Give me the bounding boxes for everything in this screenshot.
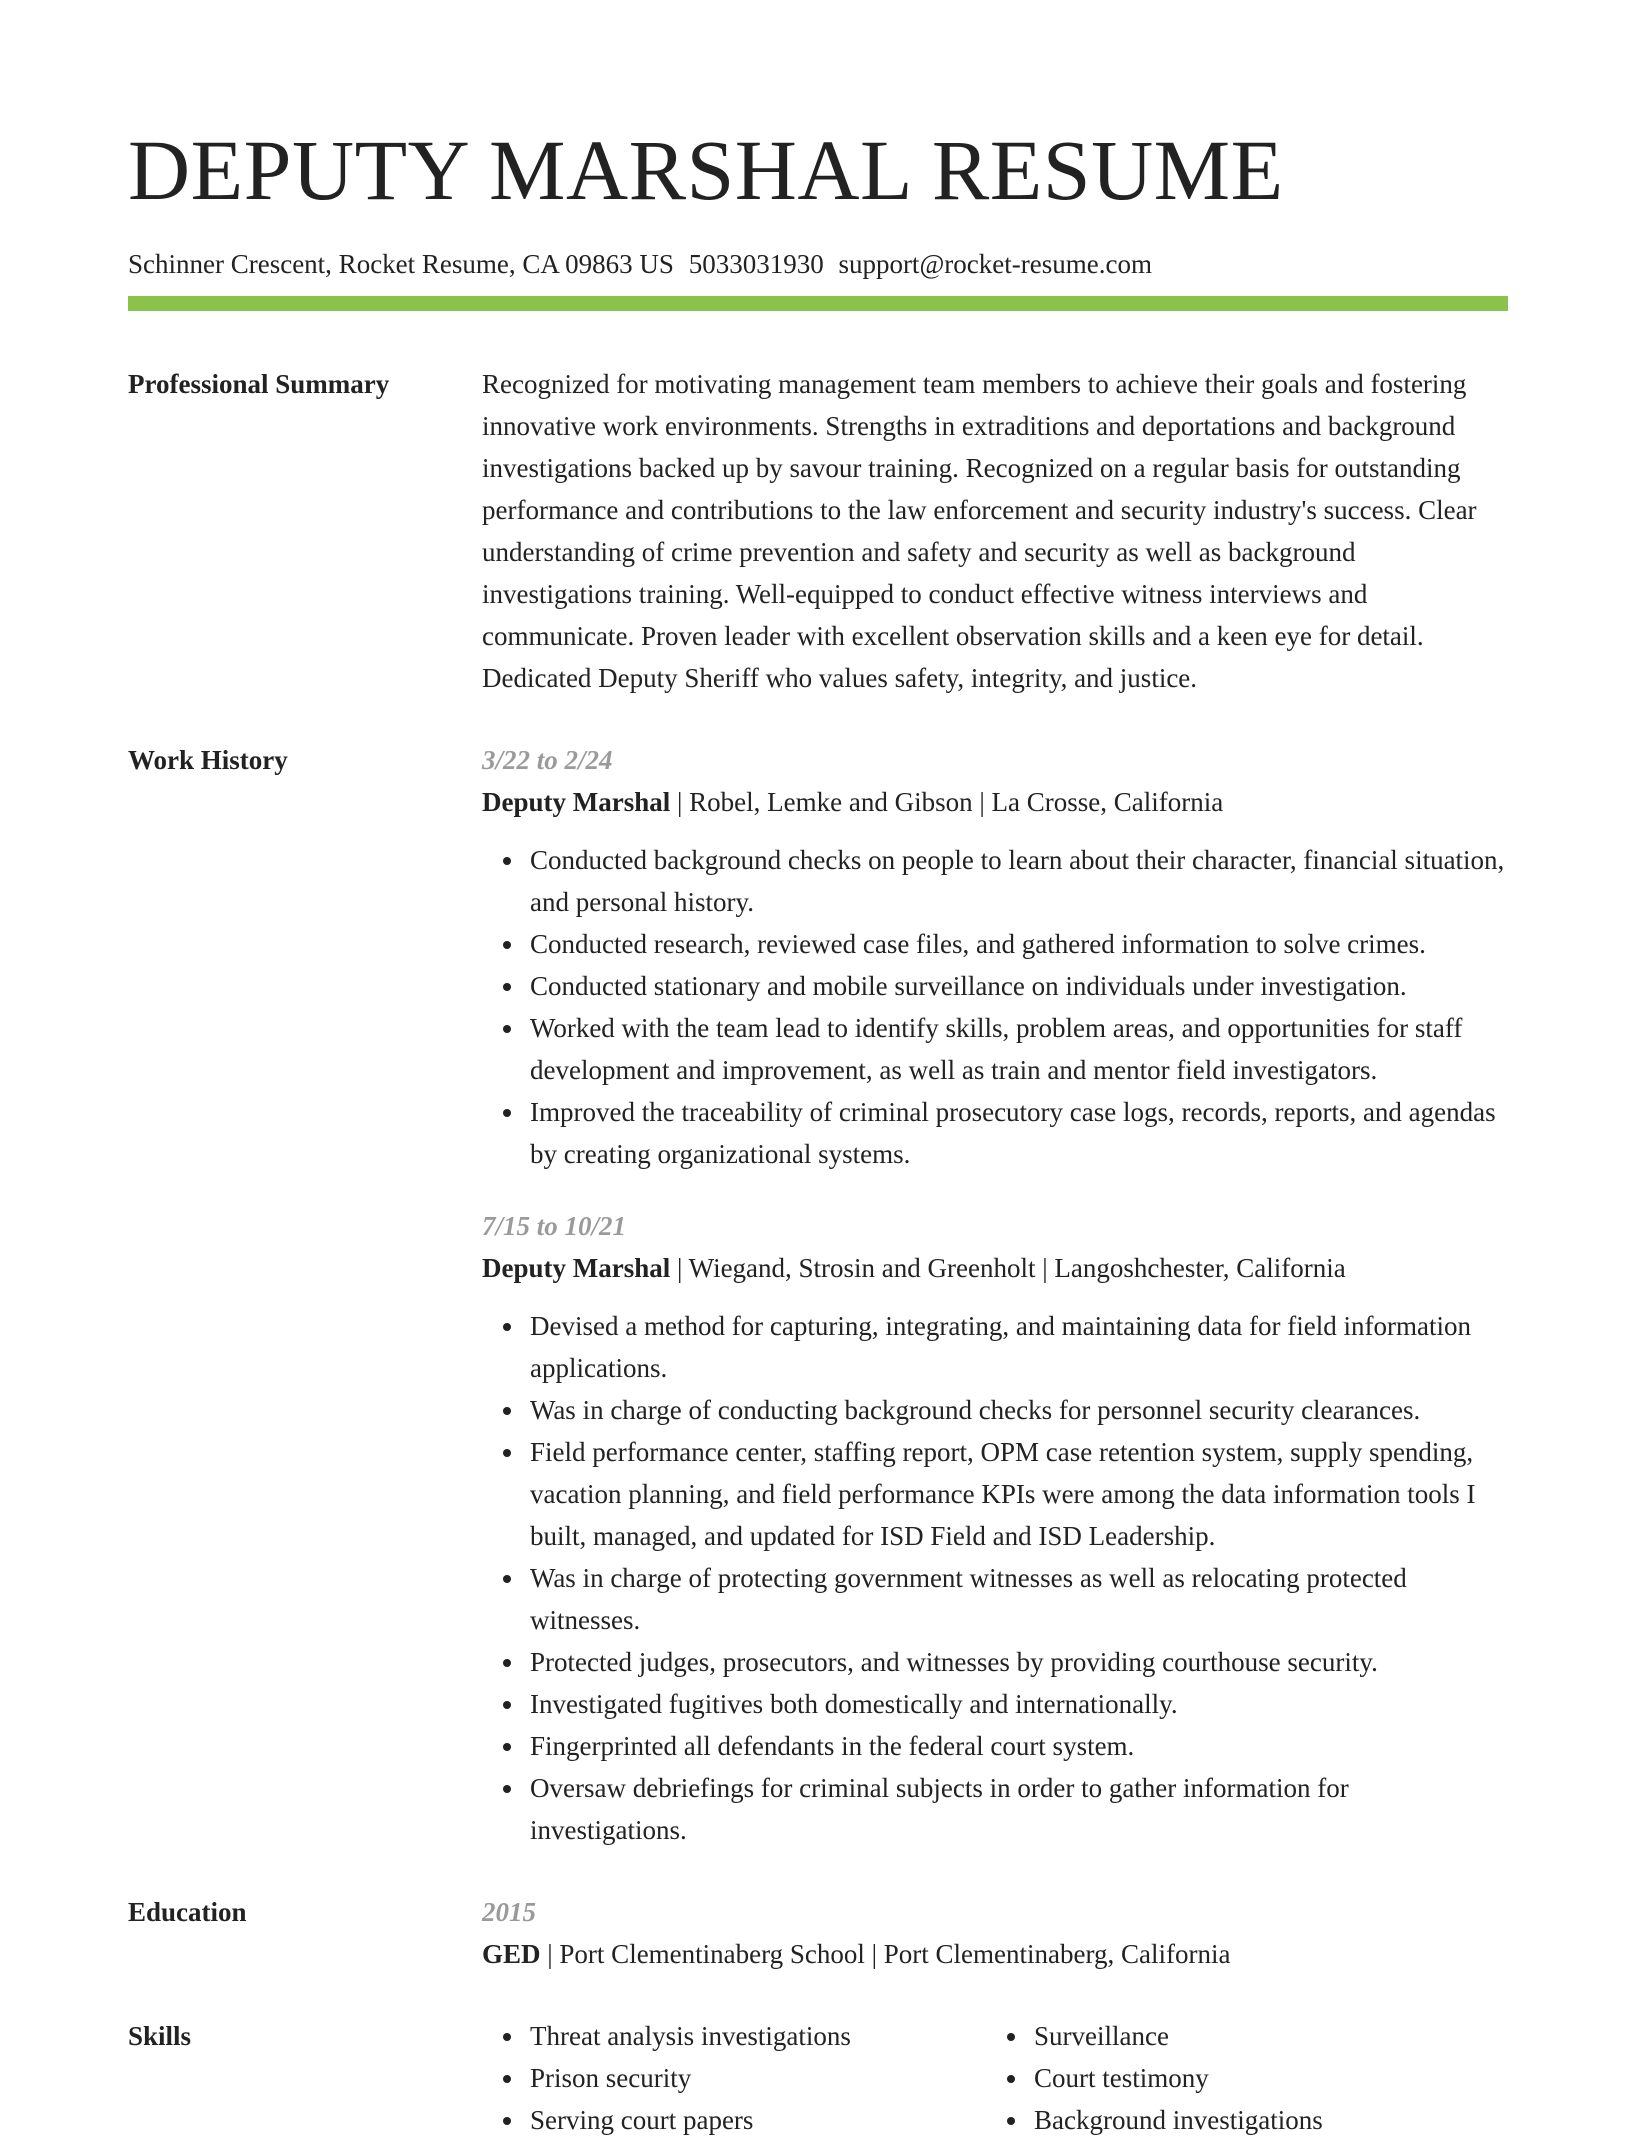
- education-body: [482, 1891, 1508, 1975]
- skills-column-1: [482, 2015, 986, 2141]
- education-heading-line: [482, 1933, 1508, 1975]
- resume-title: DEPUTY MARSHAL RESUME: [128, 122, 1284, 218]
- list-item: • Conducted stationary and mobile surveillance on individuals under investigation.: [526, 965, 1508, 1007]
- summary-body: [482, 363, 1508, 699]
- job-dates: 3/22 to 2/24: [482, 745, 613, 775]
- work-history-heading: Work History: [128, 745, 288, 775]
- job-bullets: [482, 839, 1508, 1175]
- list-item: • Worked with the team lead to identify skills, problem areas, and opportunities for staff development and improvement, as well as train and mentor field investigators.: [526, 1007, 1508, 1091]
- summary-heading: Professional Summary: [128, 369, 390, 399]
- contact-line: [128, 246, 1508, 282]
- skills-heading: Skills: [128, 2021, 192, 2051]
- education-heading: Education: [128, 1897, 247, 1927]
- list-item: • Investigated fugitives both domestically and internationally.: [526, 1683, 1508, 1725]
- job-title: Deputy Marshal: [482, 787, 671, 817]
- education-section: [128, 1891, 1508, 1975]
- work-history-body: [482, 739, 1508, 1851]
- job-heading: [482, 781, 1508, 823]
- job-heading: [482, 1247, 1508, 1289]
- address-text: Schinner Crescent, Rocket Resume, CA 09863 US: [128, 249, 674, 279]
- list-item: • Improved the traceability of criminal prosecutory case logs, records, reports, and agendas by creating organizational systems.: [526, 1091, 1508, 1175]
- list-item: • Surveillance: [1030, 2015, 1490, 2057]
- list-item: • Fingerprinted all defendants in the federal court system.: [526, 1725, 1508, 1767]
- list-item: • Oversaw debriefings for criminal subjects in order to gather information for investigations.: [526, 1767, 1508, 1851]
- job-title: Deputy Marshal: [482, 1253, 671, 1283]
- list-item: • Protected judges, prosecutors, and witnesses by providing courthouse security.: [526, 1641, 1508, 1683]
- list-item: • Field performance center, staffing report, OPM case retention system, supply spending, vacation planning, and field performance KPIs were among the data information tools I built, managed, and updated for ISD Field and ISD Leadership.: [526, 1431, 1508, 1557]
- job-bullets: [482, 1305, 1508, 1851]
- list-item: • Was in charge of conducting background checks for personnel security clearances.: [526, 1389, 1508, 1431]
- phone-text: 5033031930: [688, 249, 824, 279]
- skills-column-2: [986, 2015, 1490, 2141]
- education-details: | Port Clementinaberg School | Port Clementinaberg, California: [540, 1939, 1231, 1969]
- job-details: | Wiegand, Strosin and Greenholt | Langoshchester, California: [670, 1253, 1346, 1283]
- email-text: support@rocket-resume.com: [838, 249, 1152, 279]
- list-item: • Threat analysis investigations: [526, 2015, 986, 2057]
- skills-body: [482, 2015, 1508, 2141]
- list-item: • Serving court papers: [526, 2099, 986, 2141]
- accent-divider: [128, 296, 1508, 311]
- list-item: • Prison security: [526, 2057, 986, 2099]
- education-year: 2015: [482, 1897, 536, 1927]
- summary-section: [128, 363, 1508, 699]
- job-entry: [482, 739, 1508, 1175]
- list-item: • Was in charge of protecting government witnesses as well as relocating protected witnesses.: [526, 1557, 1508, 1641]
- job-dates: 7/15 to 10/21: [482, 1211, 627, 1241]
- education-degree: GED: [482, 1939, 541, 1969]
- list-item: • Conducted background checks on people to learn about their character, financial situation, and personal history.: [526, 839, 1508, 923]
- work-history-section: [128, 739, 1508, 1851]
- skills-section: [128, 2015, 1508, 2141]
- list-item: • Background investigations: [1030, 2099, 1490, 2141]
- job-details: | Robel, Lemke and Gibson | La Crosse, California: [670, 787, 1224, 817]
- job-entry: [482, 1205, 1508, 1851]
- list-item: • Court testimony: [1030, 2057, 1490, 2099]
- list-item: • Devised a method for capturing, integrating, and maintaining data for field information applications.: [526, 1305, 1508, 1389]
- list-item: • Conducted research, reviewed case files, and gathered information to solve crimes.: [526, 923, 1508, 965]
- summary-text: Recognized for motivating management team members to achieve their goals and fostering innovative work environments. Strengths in extraditions and deportations and background investigations backed up by savour training. Recognized on a regular basis for outstanding performance and contributions to the law enforcement and security industry's success. Clear understanding of crime prevention and safety and security as well as background investigations training. Well-equipped to conduct effective witness interviews and communicate. Proven leader with excellent observation skills and a keen eye for detail. Dedicated Deputy Sheriff who values safety, integrity, and justice.: [482, 369, 1477, 693]
- resume-page: [128, 120, 1508, 2141]
